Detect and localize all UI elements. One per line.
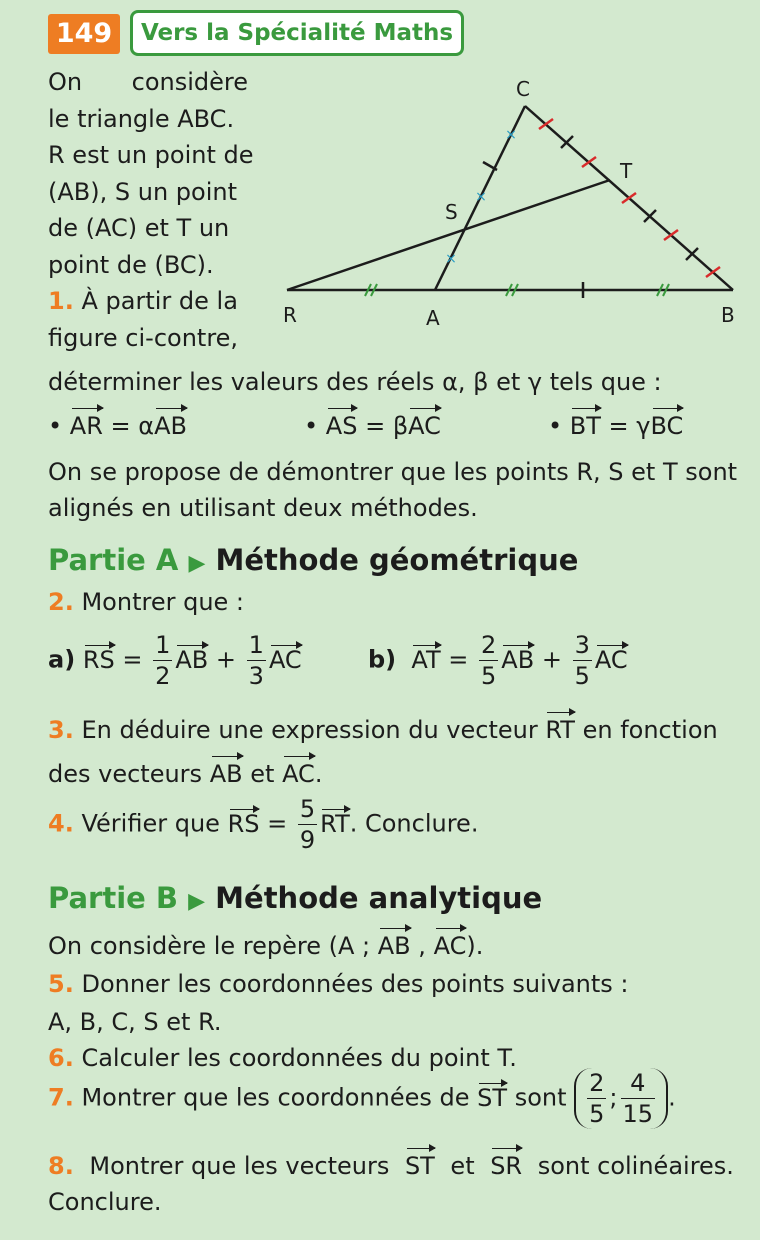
- repere-line: On considère le repère (A ; AB , AC).: [48, 928, 483, 964]
- q4-line: 4. Vérifier que RS = $\frac{5}{9}$ RT. Conclure.: [48, 795, 479, 854]
- intro-text: [48, 64, 254, 356]
- intro-line: (AB), S un point: [48, 177, 237, 206]
- bullet-bt: • BT = γBC: [548, 408, 683, 444]
- partie-b-heading: Partie B ▶ Méthode analytique: [48, 881, 543, 915]
- q1-line: figure ci-contre,: [48, 323, 239, 352]
- q3-line-2: des vecteurs AB et AC.: [48, 756, 322, 792]
- exercise-number: 149: [48, 14, 120, 54]
- propose-line: alignés en utilisant deux méthodes.: [48, 494, 478, 522]
- q7-line: 7. Montrer que les coordonnées de ST sont $\frac{2}{5}$ ; $\frac{4}{15}$ .: [48, 1069, 676, 1128]
- triangle-figure: [265, 70, 745, 340]
- intro-line: R est un point de: [48, 141, 254, 169]
- banner-title: Vers la Spécialité Maths: [130, 10, 464, 56]
- q2b-formula: b) AT = $\frac{2}{5}$ AB + $\frac{3}{5}$ AC: [368, 631, 628, 690]
- q2a-formula: a) RS = $\frac{1}{2}$ AB + $\frac{1}{3}$ AC: [48, 631, 302, 690]
- cross-mark: ×: [475, 189, 487, 205]
- segment-rt: [287, 180, 610, 290]
- intro-line: le triangle ABC.: [48, 104, 235, 133]
- q8-line-2: Conclure.: [48, 1188, 162, 1216]
- q6-line: 6. Calculer les coordonnées du point T.: [48, 1044, 517, 1072]
- intro-line: point de (BC).: [48, 250, 214, 279]
- q2-line: 2. Montrer que :: [48, 588, 245, 616]
- label-b: B: [721, 303, 735, 327]
- question-number: 1.: [48, 287, 74, 315]
- propose-line: On se propose de démontrer que les points R, S et T sont: [48, 458, 738, 486]
- cross-mark: ×: [445, 251, 457, 267]
- q1-line: À partir de la: [81, 287, 238, 315]
- partie-a-heading: Partie A ▶ Méthode géométrique: [48, 543, 579, 577]
- q1-tail: déterminer les valeurs des réels α, β et γ tels que :: [48, 368, 662, 396]
- label-t: T: [620, 159, 633, 183]
- q5-line-2: A, B, C, S et R.: [48, 1008, 222, 1036]
- q8-line: 8. Montrer que les vecteurs ST et SR sont colinéaires.: [48, 1148, 734, 1184]
- q3-line: 3. En déduire une expression du vecteur RT en fonction: [48, 712, 718, 748]
- intro-line: de (AC) et T un: [48, 214, 230, 242]
- q5-line: 5. Donner les coordonnées des points suivants :: [48, 970, 629, 998]
- bullet-ar: • AR = αAB: [48, 408, 187, 444]
- label-c: C: [516, 77, 530, 101]
- intro-line: On considère: [48, 68, 248, 96]
- cross-mark: ×: [505, 127, 517, 143]
- label-r: R: [283, 303, 297, 327]
- bullet-as: • AS = βAC: [304, 408, 441, 444]
- label-s: S: [445, 200, 458, 224]
- label-a: A: [426, 306, 440, 330]
